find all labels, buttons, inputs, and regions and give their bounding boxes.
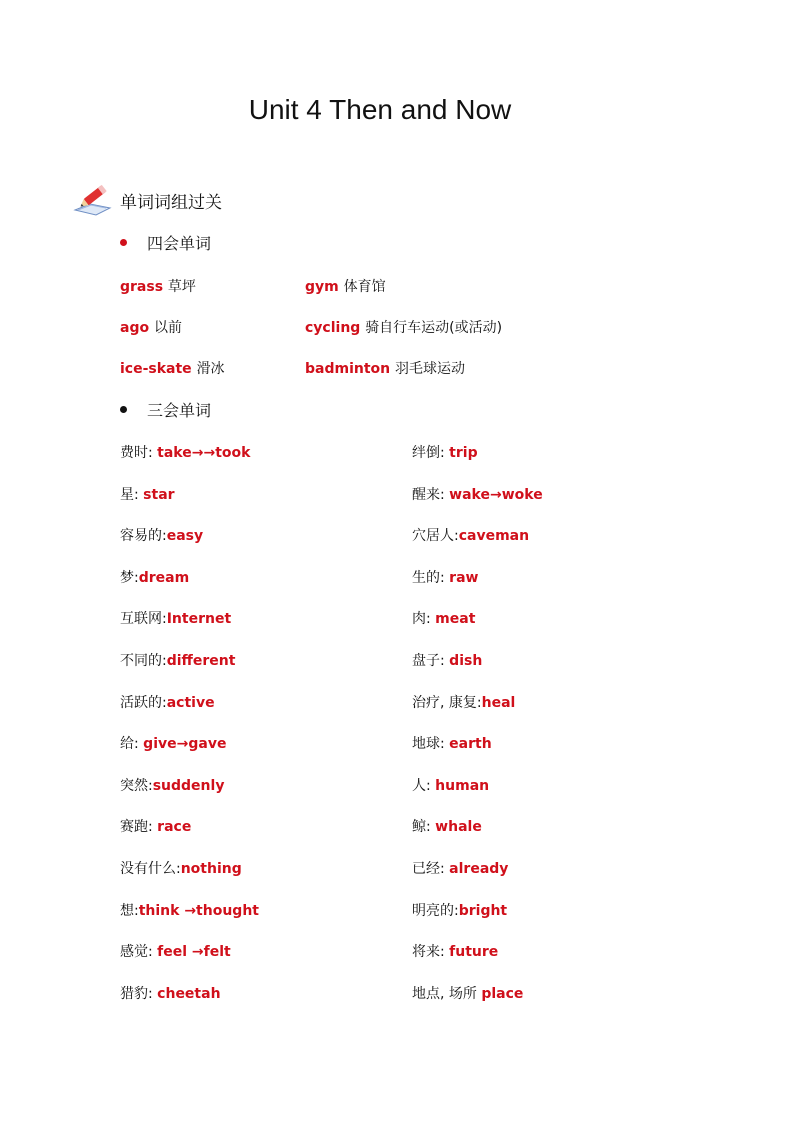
page-title: Unit 4 Then and Now [248,94,512,125]
three-word-item [412,858,508,878]
gloss: 突然: [120,778,153,794]
word: cycling [305,320,366,336]
word: race [157,819,192,835]
four-word-item [120,317,182,337]
word: trip [449,445,478,461]
three-words-heading [120,398,211,421]
four-words-heading-text: 四会单词 [147,234,212,253]
word: feel →felt [157,944,231,960]
three-word-item [412,692,515,712]
gloss: 费时: [120,445,158,461]
gloss: 互联网: [120,611,167,627]
three-word-item [412,983,523,1003]
gloss: 骑自行车运动(或活动) [365,320,503,336]
three-word-item [412,567,478,587]
word: easy [166,528,204,544]
gloss: 绊倒: [412,445,450,461]
word: dream [138,570,190,586]
word: Internet [166,611,232,627]
three-word-item [120,608,231,628]
word: human [435,778,490,794]
four-word-item [305,276,386,296]
three-word-item [412,442,478,462]
word: give→gave [143,736,227,752]
three-word-item [412,816,482,836]
word: whale [435,819,482,835]
gloss: 盘子: [412,653,450,669]
three-word-item [120,941,231,961]
gloss: 人: [412,778,436,794]
gloss: 以前 [153,320,182,336]
gloss: 羽毛球运动 [395,361,465,377]
gloss: 生的: [412,570,450,586]
gloss: 将来: [412,944,450,960]
word: caveman [458,528,530,544]
word: wake→woke [449,487,543,503]
gloss: 滑冰 [196,361,225,377]
word: ago [120,320,154,336]
word: active [166,695,215,711]
three-word-item [120,858,242,878]
word: future [449,944,499,960]
gloss: 容易的: [120,528,167,544]
three-word-item [412,484,543,504]
gloss: 地球: [412,736,450,752]
word: star [143,487,175,503]
four-word-item [120,358,225,378]
gloss: 肉: [412,611,436,627]
bullet-icon [120,406,127,413]
three-word-item [120,567,189,587]
gloss: 地点, 场所 [412,986,482,1002]
word: think →thought [138,903,259,919]
pencil-notebook-icon [72,180,114,216]
four-word-item [305,317,502,337]
word: nothing [180,861,242,877]
three-word-item [412,941,498,961]
word: badminton [305,361,395,377]
three-word-item [120,484,175,504]
gloss: 已经: [412,861,450,877]
gloss: 想: [120,903,139,919]
gloss: 活跃的: [120,695,167,711]
three-word-item [412,733,492,753]
gloss: 星: [120,487,144,503]
three-word-item [412,900,507,920]
section-label: 单词词组过关 [120,193,222,213]
word: cheetah [157,986,221,1002]
gloss: 体育馆 [343,279,386,295]
word: ice-skate [120,361,197,377]
gloss: 感觉: [120,944,158,960]
three-word-item [412,650,482,670]
word: place [481,986,524,1002]
word: raw [449,570,479,586]
three-word-item [120,692,215,712]
word: heal [481,695,516,711]
word: earth [449,736,492,752]
three-word-item [412,775,489,795]
gloss: 赛跑: [120,819,158,835]
three-word-item [412,608,475,628]
word: gym [305,279,344,295]
word: meat [435,611,476,627]
word: grass [120,279,168,295]
word: suddenly [152,778,225,794]
gloss: 穴居人: [412,528,459,544]
four-word-item [305,358,465,378]
word: different [166,653,236,669]
three-word-item [412,525,529,545]
four-words-heading [120,231,211,254]
three-word-item [120,733,226,753]
word: take→→took [157,445,251,461]
gloss: 没有什么: [120,861,181,877]
word: already [449,861,509,877]
gloss: 梦: [120,570,139,586]
gloss: 不同的: [120,653,167,669]
word: dish [449,653,483,669]
gloss: 给: [120,736,144,752]
three-word-item [120,442,250,462]
gloss: 猎豹: [120,986,158,1002]
gloss: 明亮的: [412,903,459,919]
gloss: 鲸: [412,819,436,835]
gloss: 醒来: [412,487,450,503]
three-word-item [120,650,235,670]
three-word-item [120,525,203,545]
three-word-item [120,816,191,836]
four-word-item [120,276,196,296]
three-word-item [120,775,224,795]
gloss: 草坪 [167,279,196,295]
three-words-heading-text: 三会单词 [147,401,212,420]
bullet-icon [120,239,127,246]
three-word-item [120,900,259,920]
word: bright [458,903,508,919]
gloss: 治疗, 康复: [412,695,482,711]
three-word-item [120,983,221,1003]
